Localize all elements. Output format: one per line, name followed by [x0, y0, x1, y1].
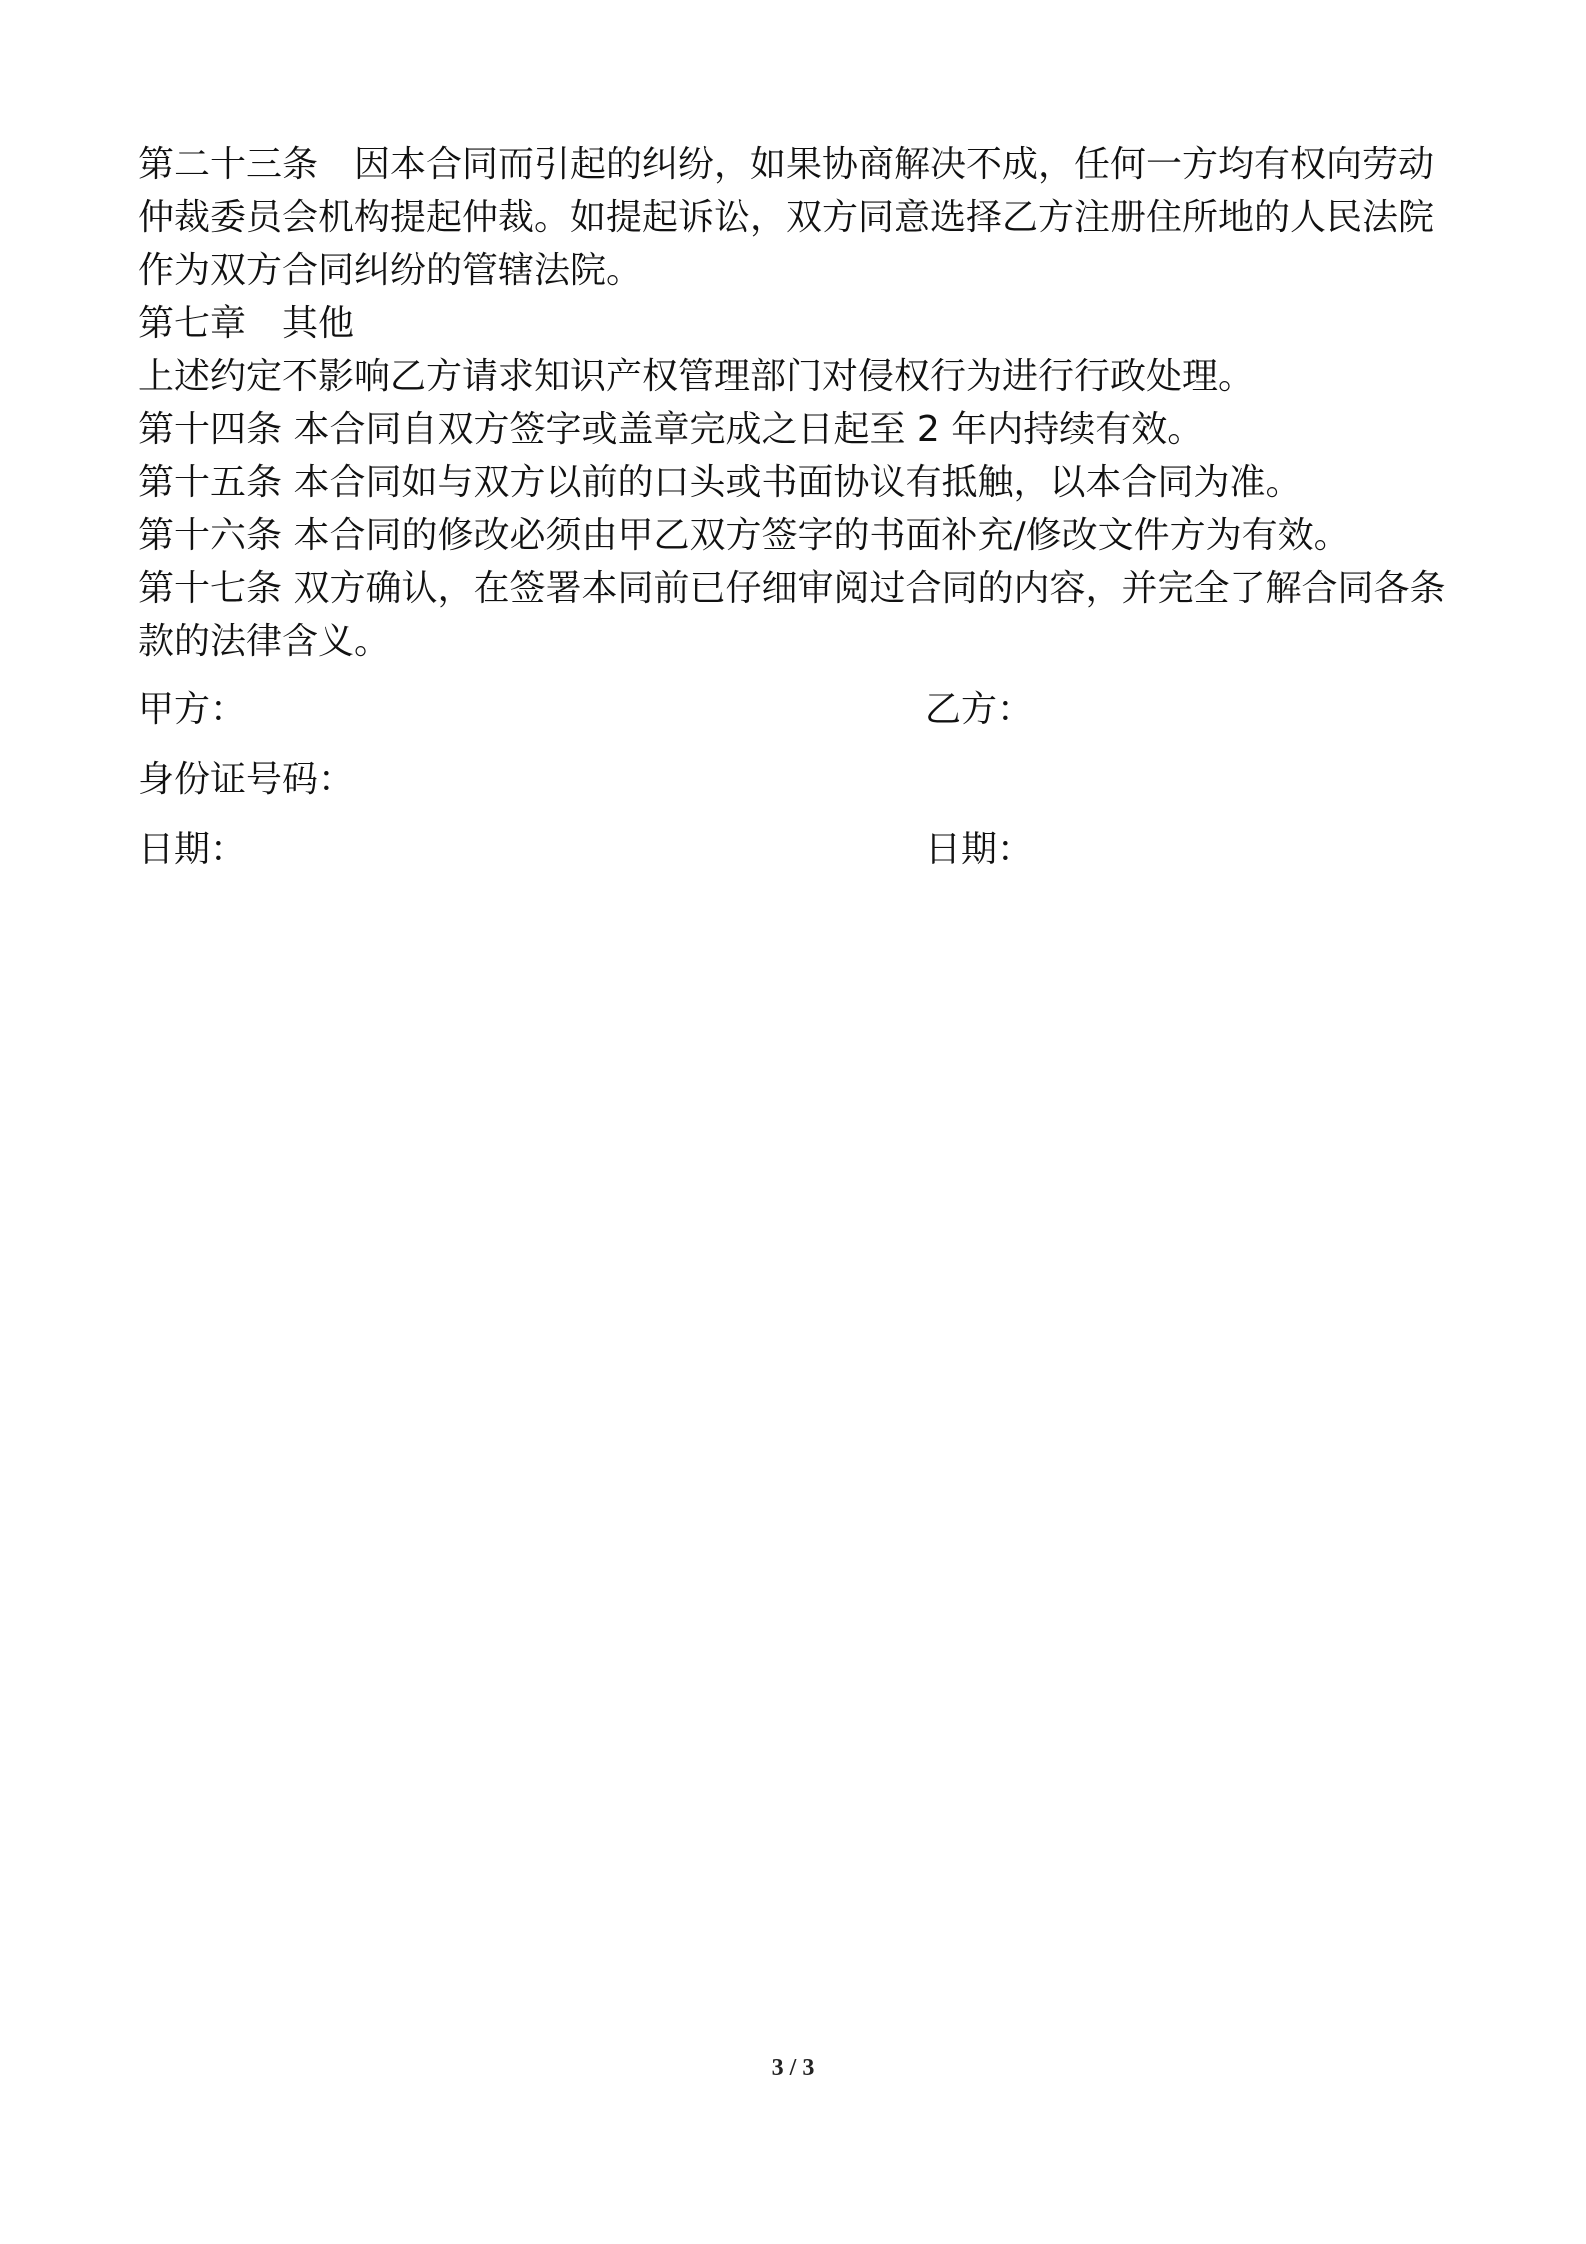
page-number: 3 / 3	[771, 2055, 815, 2081]
date-b-label: 日期：	[925, 829, 1034, 870]
chapter-7-heading: 第七章 其他	[138, 303, 355, 344]
clause-15-precedence: 第十五条 本合同如与双方以前的口头或书面协议有抵触，以本合同为准。	[138, 462, 1302, 503]
signature-party-row	[138, 683, 1458, 736]
signature-id-row	[138, 753, 1458, 806]
clause-16-amendment: 第十六条 本合同的修改必须由甲乙双方签字的书面补充/修改文件方为有效。	[138, 515, 1350, 556]
id-number-label: 身份证号码：	[138, 759, 355, 800]
clause-17-confirmation: 第十七条 双方确认，在签署本同前已仔细审阅过合同的内容，并完全了解合同各条款的法律含义。	[138, 568, 1446, 662]
party-b-label: 乙方：	[925, 689, 1034, 730]
date-a-label: 日期：	[138, 829, 247, 870]
contract-body	[138, 138, 1458, 668]
clause-23-dispute: 第二十三条 因本合同而引起的纠纷，如果协商解决不成，任何一方均有权向劳动仲裁委员会机构提起仲裁。如提起诉讼，双方同意选择乙方注册住所地的人民法院作为双方合同纠纷的管辖法院。	[138, 144, 1435, 291]
party-a-label: 甲方：	[138, 689, 247, 730]
clause-14-term: 第十四条 本合同自双方签字或盖章完成之日起至 2 年内持续有效。	[138, 409, 1204, 450]
ip-enforcement-note: 上述约定不影响乙方请求知识产权管理部门对侵权行为进行行政处理。	[138, 356, 1255, 397]
signature-date-row	[138, 823, 1458, 876]
